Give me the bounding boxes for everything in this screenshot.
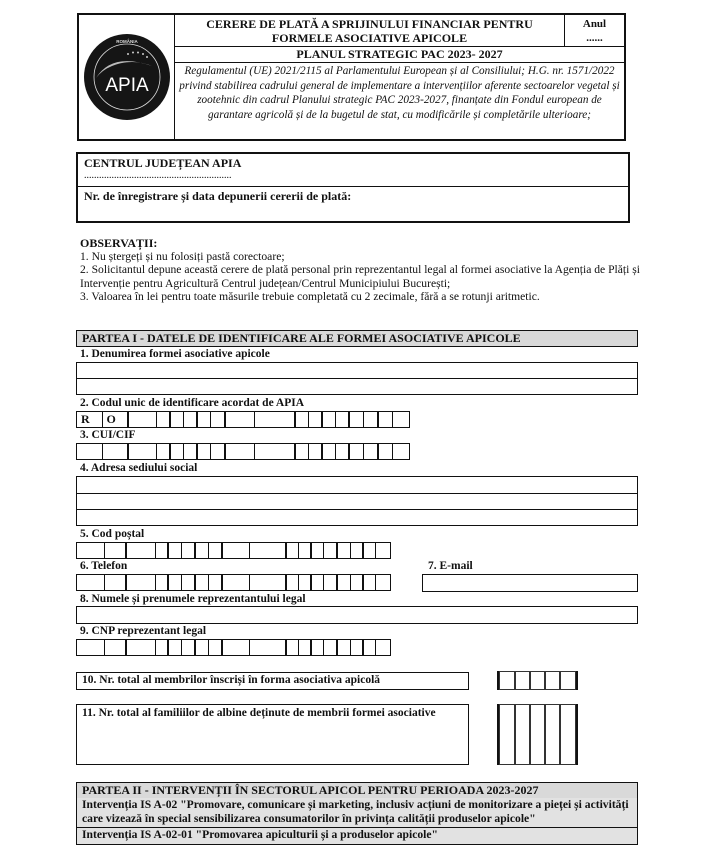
cnp-cells[interactable] [76,639,391,656]
plan-title: PLANUL STRATEGIC PAC 2023- 2027 [175,47,624,63]
phone-cell[interactable] [249,574,287,591]
field-label-postal: 5. Cod poștal [80,528,145,540]
registration-label: Nr. de înregistrare și data depunerii cererii de plată: [84,189,352,203]
cnp-cell[interactable] [249,639,287,656]
cnp-cell[interactable] [375,639,391,656]
phone-cell[interactable] [221,574,250,591]
intervention-row: Intervenția IS A-02-01 "Promovarea apiculturii și a produselor apicole" [76,828,638,845]
members-label-box: 10. Nr. total al membrilor înscriși în forma asociativa apicolă [76,672,469,690]
cui-cell[interactable] [224,443,255,460]
logo-cell [79,15,175,139]
year-label: Anul [582,18,607,30]
bee-families-cell[interactable] [544,704,561,765]
postal-cell[interactable] [76,542,105,559]
bee-families-cell[interactable] [499,704,516,765]
postal-cell[interactable] [104,542,127,559]
cnp-cell[interactable] [76,639,105,656]
code-cell[interactable]: R [76,411,103,428]
name-input-line-1[interactable] [76,362,638,379]
rep-name-input[interactable] [76,606,638,624]
members-cell[interactable] [529,671,546,690]
members-cell[interactable] [499,671,516,690]
cui-cell[interactable] [392,443,410,460]
regulation-text: Regulamentul (UE) 2021/2115 al Parlamentului European și al Consiliului; H.G. nr. 1571/2022 privind stabilirea cadrului general de implementare a intervențiilor aferente sectoarelor vegetal și zootehnic din cadrul Planului strategic PAC 2023-2027, finanțate din Fondul european de garantare agricolă și de la bugetul de stat, cu modificările și completările ulterioare; [179,65,620,121]
county-center-dots[interactable]: ........................................................... [84,170,232,181]
postal-cell[interactable] [375,542,391,559]
intervention-row: Intervenția IS A-02 "Promovare, comunicare și marketing, inclusiv acțiuni de monitorizare a pieței și activități care vizează în special sensibilizarea consumatorilor în privința calității produselor apicole" [76,798,638,828]
registration-field[interactable] [78,187,628,221]
cnp-cell[interactable] [221,639,250,656]
address-input-line-2[interactable] [76,493,638,510]
field-label-cui: 3. CUI/CIF [80,429,136,441]
field-label-apia-code: 2. Codul unic de identificare acordat de APIA [80,397,305,409]
email-input[interactable] [422,574,638,592]
field-label-email: 7. E-mail [428,560,473,572]
bee-families-label-box: 11. Nr. total al familiilor de albine deținute de membrii formei asociative [76,704,469,765]
address-input-line-3[interactable] [76,509,638,526]
bee-families-cells[interactable] [497,704,578,765]
field-label-name: 1. Denumirea formei asociative apicole [80,348,270,360]
part1-header: PARTEA I - DATELE DE IDENTIFICARE ALE FORMEI ASOCIATIVE APICOLE [76,330,638,347]
bee-families-cell[interactable] [559,704,576,765]
observation-item: 1. Nu ștergeți și nu folosiți pastă corectoare; [80,250,285,264]
svg-text:APIA: APIA [105,75,149,96]
field-label-phone: 6. Telefon [80,560,128,572]
bee-families-cell[interactable] [514,704,531,765]
phone-cell[interactable] [125,574,156,591]
county-center-label: CENTRUL JUDEȚEAN APIA [84,156,242,170]
observations-title: OBSERVAȚII: [80,236,158,250]
code-cell[interactable]: O [102,411,129,428]
postal-code-cells[interactable] [76,542,391,559]
county-center-field[interactable] [78,154,628,187]
form-title [175,15,565,47]
observation-item: 2. Solicitantul depune această cerere de plată personal prin reprezentantul legal al formei asociative la Agenția de Plăți și Intervenție pentru Agricultură Centrul județean/Centrul Municipiului București; [80,263,640,290]
members-cell[interactable] [544,671,561,690]
title-line-1: CERERE DE PLATĂ A SPRIJINULUI FINANCIAR PENTRU [206,17,533,31]
year-cell[interactable] [565,15,624,47]
cui-cell[interactable] [127,443,157,460]
code-cell[interactable] [392,411,410,428]
members-cells[interactable] [497,671,578,690]
field-label-cnp: 9. CNP reprezentant legal [80,625,207,637]
county-center-box [76,152,630,223]
cui-cell[interactable] [254,443,296,460]
field-label-rep-name: 8. Numele și prenumele reprezentantului legal [80,593,306,605]
form-header [77,13,626,141]
code-cell[interactable] [254,411,296,428]
cui-cell[interactable] [102,443,129,460]
code-cell[interactable] [127,411,157,428]
postal-cell[interactable] [125,542,156,559]
code-cell[interactable] [224,411,255,428]
observations [80,237,640,303]
cui-cell[interactable] [76,443,103,460]
apia-code-cells[interactable] [76,411,410,428]
name-input-line-2[interactable] [76,378,638,395]
phone-cell[interactable] [76,574,105,591]
cnp-cell[interactable] [104,639,127,656]
cnp-cell[interactable] [125,639,156,656]
postal-cell[interactable] [221,542,250,559]
year-value[interactable]: ...... [586,32,603,44]
phone-cell[interactable] [375,574,391,591]
postal-cell[interactable] [249,542,287,559]
apia-logo-icon [82,32,172,122]
field-label-address: 4. Adresa sediului social [80,462,198,474]
phone-cells[interactable] [76,574,391,591]
svg-text:ROMÂNIA: ROMÂNIA [116,39,138,44]
part2-header: PARTEA II - INTERVENȚII ÎN SECTORUL APICOL PENTRU PERIOADA 2023-2027 [76,782,638,799]
title-line-2: FORMELE ASOCIATIVE APICOLE [271,31,468,45]
observation-item: 3. Valoarea în lei pentru toate măsurile trebuie completată cu 2 zecimale, fără a se rotunji aritmetic. [80,289,540,303]
members-cell[interactable] [514,671,531,690]
members-cell[interactable] [559,671,576,690]
phone-cell[interactable] [104,574,127,591]
cui-cells[interactable] [76,443,410,460]
bee-families-cell[interactable] [529,704,546,765]
address-input-line-1[interactable] [76,476,638,494]
